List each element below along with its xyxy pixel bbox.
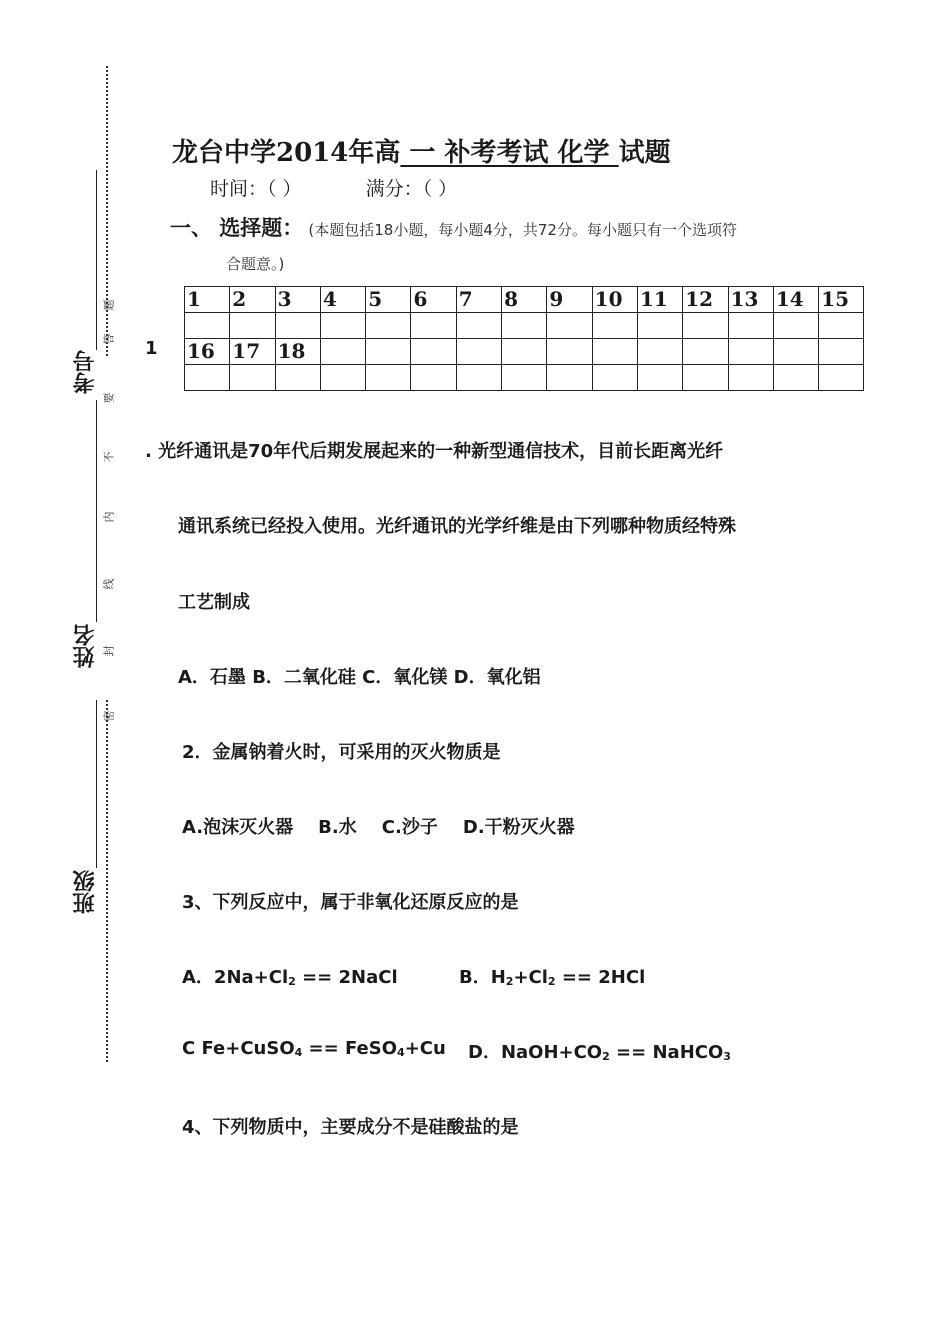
title-grade: 一 (400, 138, 445, 168)
table-cell (592, 339, 637, 365)
seal-char: 线 (102, 578, 116, 590)
seal-char: 答 (102, 333, 116, 345)
table-cell: 11 (637, 287, 682, 313)
table-cell: 12 (683, 287, 728, 313)
title-subject: 化学 (548, 138, 619, 168)
side-number: 1 (145, 338, 158, 359)
banji-underline (96, 700, 97, 868)
table-cell (366, 339, 411, 365)
answer-cell[interactable] (637, 365, 682, 391)
table-row-answers (185, 313, 864, 339)
seal-char: 题 (102, 299, 116, 311)
answer-cell[interactable] (230, 365, 275, 391)
answer-table (184, 286, 864, 391)
kaohao-label: 考号 (72, 350, 98, 394)
q3-option-a: A．$2Na+Cl_2$ == 2NaCl (182, 967, 398, 988)
q1-line1: . 光纤通讯是70年代后期发展起来的一种新型通信技术，目前长距离光纤 (145, 441, 724, 462)
answer-cell[interactable] (502, 365, 547, 391)
seal-char: 不 (102, 451, 116, 463)
answer-cell[interactable] (502, 313, 547, 339)
answer-cell[interactable] (185, 365, 230, 391)
table-cell: 18 (275, 339, 320, 365)
section-title: 一、 选择题： (170, 215, 304, 240)
answer-cell[interactable] (547, 365, 592, 391)
table-cell (411, 339, 456, 365)
table-cell (773, 339, 818, 365)
seal-char: 密 (102, 710, 116, 722)
table-cell: 9 (547, 287, 592, 313)
table-cell (320, 339, 365, 365)
answer-cell[interactable] (456, 365, 501, 391)
answer-cell[interactable] (275, 365, 320, 391)
q3-stem: 3、下列反应中，属于非氧化还原反应的是 (182, 892, 519, 913)
score-label: 满分：（ ） (365, 178, 458, 200)
answer-cell[interactable] (411, 365, 456, 391)
answer-cell[interactable] (592, 313, 637, 339)
seal-char: 封 (102, 645, 116, 657)
table-cell: 10 (592, 287, 637, 313)
table-cell (819, 339, 864, 365)
answer-cell[interactable] (683, 365, 728, 391)
seal-char: 要 (102, 392, 116, 404)
section-note: (本题包括18小题，每小题4分，共72分。每小题只有一个选项符 (308, 221, 737, 239)
exam-info-line (210, 174, 457, 201)
answer-cell[interactable] (230, 313, 275, 339)
page-title (172, 132, 671, 169)
table-cell (728, 339, 773, 365)
table-cell (502, 339, 547, 365)
table-cell (456, 339, 501, 365)
seal-char: 内 (102, 511, 116, 523)
table-cell: 4 (320, 287, 365, 313)
answer-cell[interactable] (320, 365, 365, 391)
answer-cell[interactable] (819, 313, 864, 339)
q1-options: A．石墨 B．二氧化硅 C．氧化镁 D．氧化铝 (178, 667, 541, 688)
q1-line3: 工艺制成 (178, 592, 250, 613)
table-cell: 15 (819, 287, 864, 313)
table-cell: 2 (230, 287, 275, 313)
answer-cell[interactable] (592, 365, 637, 391)
table-cell: 8 (502, 287, 547, 313)
table-cell: 13 (728, 287, 773, 313)
table-row (185, 287, 864, 313)
table-row-answers (185, 365, 864, 391)
table-cell: 5 (366, 287, 411, 313)
table-cell: 1 (185, 287, 230, 313)
section-note-cont: 合题意。) (226, 255, 285, 273)
binding-dotted-line-bottom (106, 700, 108, 1062)
answer-cell[interactable] (366, 313, 411, 339)
q2-stem: 2．金属钠着火时，可采用的灭火物质是 (182, 742, 501, 763)
q3-option-c: C Fe+CuSO$_4$ == FeSO$_4$+Cu (182, 1038, 446, 1059)
table-cell: 17 (230, 339, 275, 365)
answer-cell[interactable] (683, 313, 728, 339)
q1-line2: 通讯系统已经投入使用。光纤通讯的光学纤维是由下列哪种物质经特殊 (178, 516, 736, 537)
table-cell (637, 339, 682, 365)
title-exam-type: 补考考试 (444, 138, 549, 168)
answer-cell[interactable] (275, 313, 320, 339)
answer-cell[interactable] (773, 313, 818, 339)
table-cell: 6 (411, 287, 456, 313)
table-row (185, 339, 864, 365)
q3-option-b: B．$H_2+Cl_2 == 2HCl$ (459, 967, 646, 988)
answer-cell[interactable] (773, 365, 818, 391)
answer-cell[interactable] (819, 365, 864, 391)
xingming-label: 姓名 (72, 624, 98, 668)
binding-dotted-line-top (106, 66, 108, 356)
title-suffix: 试题 (618, 138, 671, 168)
table-cell (547, 339, 592, 365)
answer-cell[interactable] (456, 313, 501, 339)
title-prefix: 龙台中学2014年高 (172, 138, 401, 168)
answer-cell[interactable] (320, 313, 365, 339)
xingming-underline (96, 400, 97, 622)
answer-cell[interactable] (637, 313, 682, 339)
q4-stem: 4、下列物质中，主要成分不是硅酸盐的是 (182, 1117, 519, 1138)
answer-cell[interactable] (411, 313, 456, 339)
kaohao-underline (96, 170, 97, 350)
time-label: 时间：（ ） (210, 178, 302, 200)
section-heading (170, 212, 737, 242)
table-cell: 14 (773, 287, 818, 313)
answer-cell[interactable] (185, 313, 230, 339)
table-cell: 16 (185, 339, 230, 365)
table-cell: 3 (275, 287, 320, 313)
table-cell (683, 339, 728, 365)
banji-label: 班级 (72, 870, 98, 914)
answer-cell[interactable] (728, 313, 773, 339)
q2-options: A.泡沫灭火器 B.水 C.沙子 D.干粉灭火器 (182, 817, 575, 838)
table-cell: 7 (456, 287, 501, 313)
answer-cell[interactable] (547, 313, 592, 339)
answer-cell[interactable] (366, 365, 411, 391)
answer-cell[interactable] (728, 365, 773, 391)
q3-option-d: D．$NaOH+CO_2$ == NaHCO$_3$ (468, 1042, 731, 1063)
